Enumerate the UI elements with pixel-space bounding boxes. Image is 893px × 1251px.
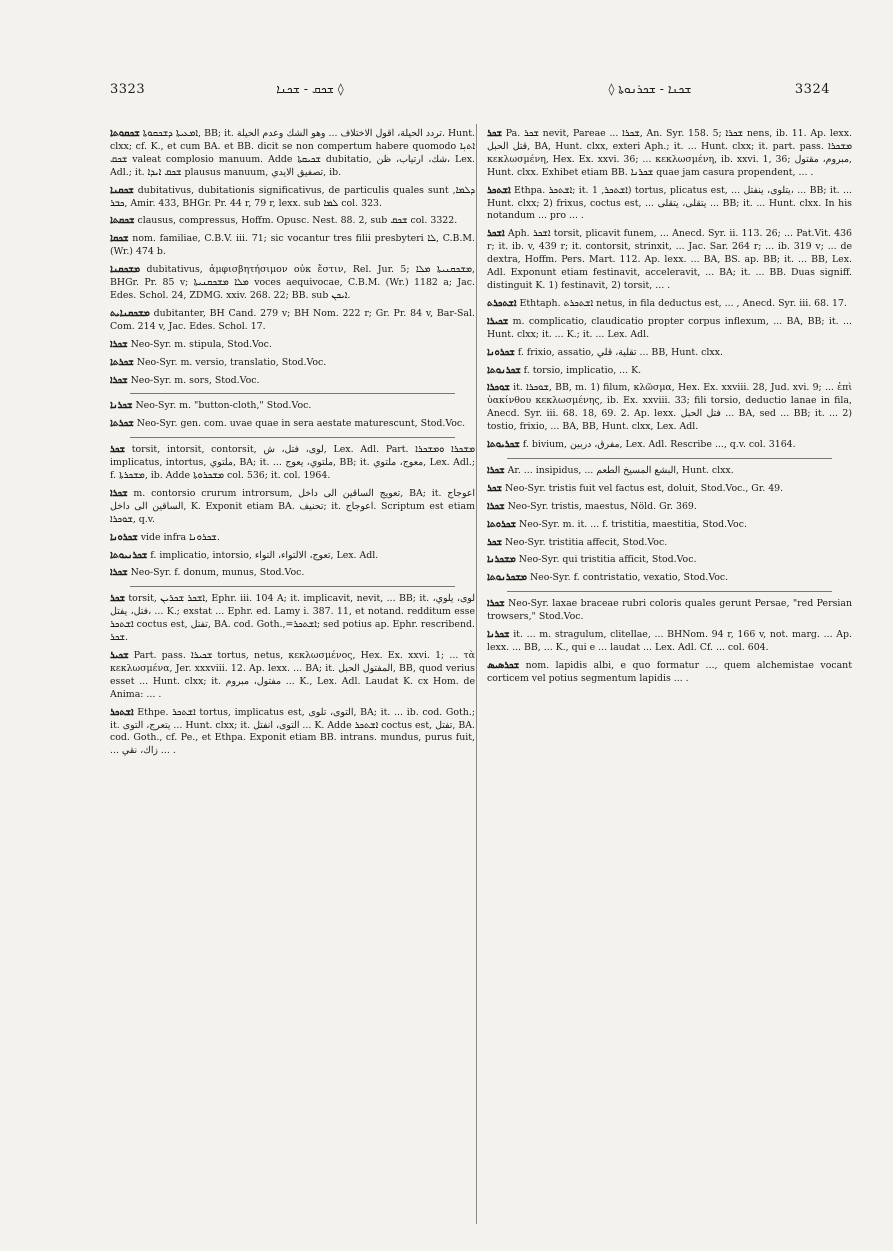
entry-text: Neo-Syr. f. donum, munus, Stod.Voc. — [130, 567, 305, 579]
entry-text: Neo-Syr. laxae braceae rubri coloris quales gerunt Persae, "red Persian trowsers," Stod.Voc. — [487, 598, 852, 623]
headword: ܫܟܪܘܢܐ — [110, 531, 138, 543]
headword: ܫܟܪ — [487, 128, 502, 139]
headword: ܫܟܪܐ — [487, 500, 505, 512]
dictionary-entry — [110, 550, 475, 563]
left-column — [110, 128, 475, 1223]
entry-text: f. torsio, implicatio, ... K. — [523, 364, 642, 376]
dictionary-entry — [487, 554, 852, 567]
headword: ܫܟܪܐ — [110, 487, 128, 499]
headword: ܫܘܟܪܐ — [487, 382, 510, 394]
headword: ܫܟܪܢܝܘܬܐ — [110, 549, 148, 561]
headword: ܡܫܟܪܢܐ — [487, 554, 516, 566]
headword: ܫܟܪ — [110, 444, 125, 456]
entry-text: Neo-Syr. gen. com. uvae quae in sera aestate maturescunt, Stod.Voc. — [136, 418, 466, 430]
headword: ܫܟܩܬܐ — [110, 215, 135, 227]
headword: ܐܫܬܟܪ — [487, 184, 511, 196]
headword: ܫܟܪܐ — [487, 464, 505, 476]
entry-text: it. ܫܘܟܪܐ, BB, m. 1) filum, κλῶσμα, Hex. Ex. xxviii. 28, Jud. xvi. 9; ... ἐπὶ ὑακίνθου κεκλωσμένης, ib. Ex. xxviii. 33; fili torsio, deductio lanae in fila, Anecd. Syr. iii. 68. 18, 69. 2. Ap. lexx. فتل الحبل ... BA, sed ... BB; it. ... 2) tostio, frixio, ... BA, BB, Hunt. clxx, Lex. Adl. — [487, 382, 852, 433]
dictionary-entry — [487, 228, 852, 293]
entry-text: it. ... m. stragulum, clitellae, ... BHNom. 94 r, 166 v, not. marg. ... Ap. lexx. ... BB, ... K., qui e ... laudat ... Lex. Adl. Cf. ... col. 604. — [487, 629, 852, 653]
dictionary-entry — [487, 128, 852, 180]
headword: ܫܟܩܘܬܐ — [110, 128, 140, 139]
dictionary-entry — [110, 418, 475, 431]
entry-text: Ethpa. ܐܫܬܟܪ; it. ܐܫܬܟܪ, 1) tortus, plicatus est, ... يتلوى، ينفتل، ... BB; it. ... Hunt. clxx; 2) frixus, coctus est, ... يتقلى، يتقلى ... BB; it. ... Hunt. clxx. In his notandum ... pro ... . — [487, 184, 852, 222]
dictionary-entry — [487, 382, 852, 434]
dictionary-entry — [110, 308, 475, 334]
headword: ܫܟܝܪ — [110, 650, 129, 661]
headword: ܫܟܩܐ — [110, 233, 129, 245]
dictionary-entry — [110, 532, 475, 545]
headword: ܐܫܬܟܪ — [110, 706, 134, 718]
right-page-number: 3324 — [794, 82, 830, 97]
dictionary-entry — [110, 650, 475, 702]
headword: ܫܟܪܐ — [110, 374, 128, 386]
dictionary-entry — [110, 375, 475, 388]
dictionary-entry — [110, 444, 475, 483]
headword: ܫܟܪ — [487, 536, 502, 548]
headword: ܫܟܪ — [110, 593, 125, 605]
entry-text: dubitativus, ἀμφισβητήσιμον οὐκ ἔστιν, Rel. Jur. 5; ܡܫܟܩܢܝܬܐ ܡܠܐ, BHGr. Pr. 85 v; ܡܠܐ ܡܫܟܩܢܝܬܐ voces aequivocae, C.B.M. (Wr.) 1182 a; Jac. Edes. Schol. 24, ZDMG. xxiv. 268. 22; BB. sub ܐܝܟܢ. — [110, 264, 475, 301]
dictionary-entry — [110, 707, 475, 759]
dictionary-entry — [487, 347, 852, 360]
entry-text: Ar. ... insipidus, ... البشع المسيخ الطعم, Hunt. clxx. — [507, 464, 734, 476]
dictionary-entry — [487, 465, 852, 478]
headword: ܫܟܪܐ — [110, 567, 128, 579]
headword: ܫܟܪܘܢܐ — [487, 346, 515, 358]
entry-text: Neo-Syr. qui tristitia afficit, Stod.Voc. — [518, 554, 697, 566]
entry-text: vide infra ܫܟܪܘܢܐ. — [140, 531, 220, 543]
entry-text: m. contorsio crurum introrsum, تعويج الساقين الى داخل, BA; it. اعوجاج الساقين الى داخل, K. Exponit etiam BA. تحنيف; it. اعوجاج. Scriptum est etiam ܫܘܟܪܐ, q.v. — [110, 487, 475, 525]
headword: ܫܟܪܢܘܬܐ — [487, 364, 521, 376]
dictionary-entry — [110, 128, 475, 180]
dictionary-entry — [487, 629, 852, 655]
entry-text: Part. pass. ܫܟܝܪܐ tortus, netus, κεκλωσμένος, Hex. Ex. xxvi. 1; ... τὰ κεκλωσμένα, Jer. xxxviii. 12. Ap. lexx. ... BA; it. المفتول الحبل, BB, quod verius esset ... Hunt. clxx; it. مفتول، مبروم ... K., Lex. Adl. Laudat K. cx Hom. de Anima: ... . — [110, 650, 475, 700]
dictionary-entry — [110, 400, 475, 413]
headword: ܫܟܪܐ — [487, 598, 505, 610]
entry-text: Neo-Syr. tristis, maestus, Nöld. Gr. 369. — [507, 500, 697, 512]
entry-separator — [130, 586, 455, 587]
dictionary-entry — [487, 660, 852, 686]
dictionary-entry — [487, 439, 852, 452]
left-page-number: 3323 — [110, 82, 146, 97]
entry-text: Ethtaph. ܐܫܬܟܪܬ netus, in fila deductus est, ... , Anecd. Syr. iii. 68. 17. — [519, 297, 847, 309]
entry-text: nom. lapidis albi, e quo formatur ..., quem alchemistae vocant corticem vel potius segmentum lapidis ... . — [487, 659, 852, 684]
entry-text: torsit, intorsit, contorsit, لوى، فتل، ش, Lex. Adl. Part. ܡܫܟܪܐ ܘܡܫܟܪܐ implicatus, intortus, ملتوي, BA; it. ... ملتوي، يعوج, BB; it. معوج، ملتوي, Lex. Adl.; f. ܡܫܟܪܬܐ, ib. Adde ܡܫܟܪܘܬܐ col. 536; it. col. 1964. — [110, 444, 475, 482]
dictionary-entry — [487, 572, 852, 585]
entry-text: Neo-Syr. f. contristatio, vexatio, Stod.Voc. — [529, 572, 729, 584]
dictionary-entry — [110, 357, 475, 370]
headword: ܫܟܪܣܝܣ — [487, 659, 520, 671]
entry-separator — [507, 458, 832, 459]
headword: ܡܫܟܩܢܐ — [110, 264, 141, 276]
dictionary-entry — [487, 598, 852, 624]
dictionary-entry — [110, 488, 475, 527]
dictionary-entry — [487, 185, 852, 224]
entry-text: m. complicatio, claudicatio propter corpus inflexum, ... BA, BB; it. ... Hunt. clxx; it. ... K.; it. ... Lex. Adl. — [487, 315, 852, 340]
headword: ܫܟܪܝܘܬܐ — [487, 439, 520, 451]
dictionary-entry — [110, 593, 475, 645]
entry-text: f. implicatio, intorsio, تعوج، الالتواء، التواء, Lex. Adl. — [150, 549, 379, 561]
entry-text: Neo-Syr. tristitia affecit, Stod.Voc. — [504, 536, 668, 548]
entry-text: dubitativus, dubitationis significativus, de particulis quales sunt ܕܠܡܐ, ܟܒܪ, Amir. 433, BHGr. Pr. 44 r, 79 r, lexx. sub ܠܡܐ col. 323. — [110, 184, 475, 209]
entry-text: f. bivium, مفرق، دربين, Lex. Adl. Rescribe ..., q.v. col. 3164. — [522, 439, 796, 451]
page-header — [110, 82, 830, 104]
entry-text: nom. familiae, C.B.V. iii. 71; sic vocantur tres filii presbyteri ܠܐ, C.B.M. (Wr.) 474 b. — [110, 233, 475, 258]
entry-text: Neo-Syr. tristis fuit vel factus est, doluit, Stod.Voc., Gr. 49. — [504, 482, 784, 494]
headword: ܫܟܪ — [487, 482, 502, 494]
entry-separator — [130, 437, 455, 438]
headword: ܐܫܟܪ — [487, 228, 505, 240]
headword: ܫܟܪܢܐ — [487, 629, 510, 641]
dictionary-entry — [487, 298, 852, 311]
left-running-head: ܫܟܩ - ܫܟܢܐ ◊ — [276, 82, 344, 96]
dictionary-entry — [487, 365, 852, 378]
entry-separator — [507, 591, 832, 592]
dictionary-entry — [487, 501, 852, 514]
dictionary-entry — [487, 537, 852, 550]
entry-text: ܐܡܥܝܬܐ ܕܫܟܩܘܬܐ, BB; it. تردد الحيلة، اقول الاختلاف ... وهو الشك وعدم الحيلة. Hunt. clxx; cf. K., et cum BA. et BB. dicit se non compertum habere quomodo ܐܬܝܼܐ ܫܟܩ valeat complosio manuum. Adde ܫܟܝܩܬܐ dubitatio, شك، ارتياب، ظن، Lex. Adl.; it. ܫܟܩ ܐܝܕܐ plausus manuum, تصفيق الايدي, ib. — [110, 128, 475, 178]
dictionary-entry — [110, 264, 475, 303]
headword: ܐܫܬܟܪܬ — [487, 297, 517, 309]
dictionary-entry — [487, 316, 852, 342]
column-divider — [476, 124, 477, 1224]
headword: ܡܫܟܩܢܐܝܬ — [110, 307, 150, 319]
dictionary-entry — [110, 233, 475, 259]
entry-text: torsit, ܐܫܟܪ ܫܟܪܝܢ, Ephr. iii. 104 A; it. implicavit, nevit, ... BB; it. لوى، يلوي، فتل، يفتل، ... K.; exstat ... Ephr. ed. Lamy i. 387. 11, et notand. redditum esse ܐܫܬܟܪ coctus est, تفتل, BA. cod. Goth.,=ܐܫܬܟܪ; sed potius ap. Ephr. rescribend. ܫܟܪ. — [110, 593, 475, 644]
headword: ܫܟܪܐ — [110, 338, 128, 350]
entry-text: Ethpe. ܐܫܬܟܪ tortus, implicatus est, التوى، تلوى, BA; it. ... ib. cod. Goth.; it. يتعرج، التوى ... Hunt. clxx; it. التوى، انفتل ... K. Adde ܐܫܬܟܪ coctus est, تفتل, BA. cod. Goth., cf. Pe., et Ethpa. Exponit etiam BB. intrans. mundus, purus fuit, ... زاك، نقي ... . — [110, 706, 475, 757]
dictionary-entry — [487, 519, 852, 532]
dictionary-entry — [110, 215, 475, 228]
entry-separator — [130, 393, 455, 394]
dictionary-entry — [110, 185, 475, 211]
headword: ܫܟܩܢܐ — [110, 184, 134, 196]
entry-text: Aph. ܐܫܟܪ torsit, plicavit funem, ... Anecd. Syr. ii. 113. 26; ... Pat.Vit. 436 r; it. ib. v, 439 r; it. contorsit, strinxit, ... Jac. Sar. 264 r; ... ib. 319 v; ... de dextra, Hoffm. Pers. Mart. 112. Ap. lexx. ... BA, BS. ap. BB; it. ... BB, Lex. Adl. Exponunt etiam festinavit, acceleravit, ... BA; it. ... BB. Duas signiff. distinguit K. 1) festinavit, 2) torsit, ... . — [487, 228, 852, 291]
entry-text: Neo-Syr. m. sors, Stod.Voc. — [130, 374, 260, 386]
headword: ܡܫܟܪܢܘܬܐ — [487, 572, 527, 584]
entry-text: clausus, compressus, Hoffm. Opusc. Nest. 88. 2, sub ܫܟܩ col. 3322. — [137, 215, 458, 227]
entry-text: Neo-Syr. m. it. ... f. tristitia, maestitia, Stod.Voc. — [518, 518, 747, 530]
dictionary-entry — [110, 567, 475, 580]
entry-text: Neo-Syr. m. versio, translatio, Stod.Voc. — [136, 356, 327, 368]
right-running-head: ◊ ܫܟܢܐ - ܫܟܪܢܘܬܐ — [608, 82, 692, 96]
entry-text: dubitanter, BH Cand. 279 v; BH Nom. 222 r; Gr. Pr. 84 v, Bar-Sal. Com. 214 v, Jac. Edes. Schol. 17. — [110, 307, 475, 332]
dictionary-entry — [110, 339, 475, 352]
headword: ܫܟܪܬܐ — [110, 418, 134, 430]
dictionary-entry — [487, 483, 852, 496]
entry-text: Pa. ܫܟܪ nevit, Pareae ... ܫܟܪܐ, An. Syr. 158. 5; ܫܟܪܐ nens, ib. 11. Ap. lexx. قتل الحبل, BA, Hunt. clxx, exteri Aph.; it. ... Hunt. clxx; it. part. pass. ܡܫܟܪܐ κεκλωσμένη, Hex. Ex. xxvi. 36; ... κεκλωσμένη, ib. xxvi. 1, 36; مبروم، مقتول, Hunt. clxx. Exhibet etiam BB. ܫܟܪܢܐ quae jam casura propendent, ... . — [487, 128, 852, 178]
headword: ܫܟܪܬܐ — [110, 356, 134, 368]
entry-text: Neo-Syr. m. "button-cloth," Stod.Voc. — [135, 400, 312, 412]
headword: ܫܟܪܢܐ — [110, 400, 133, 412]
headword: ܫܟܝܪܐ — [487, 315, 509, 327]
entry-text: f. frixio, assatio, تقلية، قلي ... BB, Hunt. clxx. — [517, 346, 723, 358]
headword: ܫܟܪܘܬܐ — [487, 518, 516, 530]
right-column — [487, 128, 852, 1223]
entry-text: Neo-Syr. m. stipula, Stod.Voc. — [130, 338, 272, 350]
